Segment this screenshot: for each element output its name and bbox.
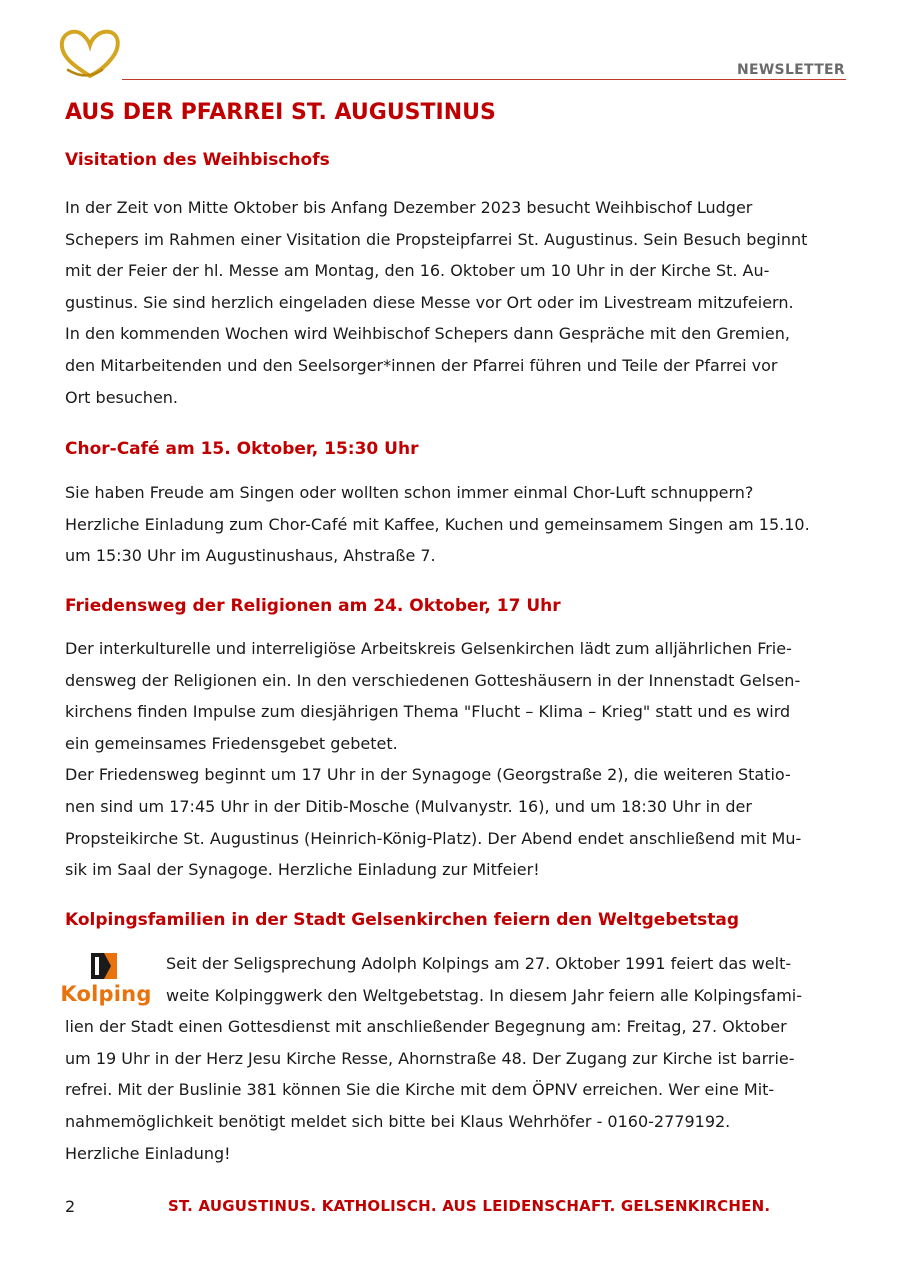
text-line: In der Zeit von Mitte Oktober bis Anfang Dezember 2023 besucht Weihbischof Ludger bbox=[65, 198, 753, 217]
footer-slogan: ST. AUGUSTINUS. KATHOLISCH. AUS LEIDENSCHAFT. GELSENKIRCHEN. bbox=[168, 1197, 771, 1215]
text-line: Sie haben Freude am Singen oder wollten schon immer einmal Chor-Luft schnuppern? bbox=[65, 483, 754, 502]
text-line: ein gemeinsames Friedensgebet gebetet. bbox=[65, 733, 398, 753]
text-line: Herzliche Einladung zum Chor-Café mit Kaffee, Kuchen und gemeinsamem Singen am 15.10. bbox=[65, 514, 810, 534]
section-body-chor-cafe bbox=[65, 477, 855, 572]
header-rule bbox=[122, 79, 846, 80]
text-line: Der Friedensweg beginnt um 17 Uhr in der Synagoge (Georgstraße 2), die weiteren Statio- bbox=[65, 765, 791, 785]
text-line: Herzliche Einladung! bbox=[65, 1143, 231, 1163]
text-line: kirchens finden Impulse zum diesjährigen Thema "Flucht – Klima – Krieg" statt und es wird bbox=[65, 702, 791, 722]
page-number: 2 bbox=[65, 1197, 76, 1216]
section-body-kolping bbox=[65, 948, 855, 1169]
newsletter-label: NEWSLETTER bbox=[736, 62, 845, 78]
section-heading-visitation: Visitation des Weihbischofs bbox=[65, 150, 330, 170]
text-line: Schepers im Rahmen einer Visitation die Propsteipfarrei St. Augustinus. Sein Besuch beginnt bbox=[65, 229, 808, 249]
text-line: lien der Stadt einen Gottesdienst mit anschließender Begegnung am: Freitag, 27. Oktober bbox=[65, 1017, 787, 1037]
text-line: den Mitarbeitenden und den Seelsorger*innen der Pfarrei führen und Teile der Pfarrei vor bbox=[65, 355, 778, 375]
text-line: Ort besuchen. bbox=[65, 387, 179, 407]
text-line: gustinus. Sie sind herzlich eingeladen diese Messe vor Ort oder im Livestream mitzufeiern. bbox=[65, 292, 794, 312]
section-heading-friedensweg: Friedensweg der Religionen am 24. Oktober, 17 Uhr bbox=[65, 596, 561, 616]
text-line: refrei. Mit der Buslinie 381 können Sie die Kirche mit dem ÖPNV erreichen. Wer eine Mit- bbox=[65, 1080, 775, 1100]
text-line: densweg der Religionen ein. In den verschiedenen Gotteshäusern in der Innenstadt Gelsen- bbox=[65, 670, 801, 690]
section-body-visitation bbox=[65, 192, 855, 413]
text-line: mit der Feier der hl. Messe am Montag, den 16. Oktober um 10 Uhr in der Kirche St. Au- bbox=[65, 261, 770, 281]
section-body-friedensweg bbox=[65, 633, 855, 886]
text-line: sik im Saal der Synagoge. Herzliche Einladung zur Mitfeier! bbox=[65, 860, 540, 880]
text-line: Seit der Seligsprechung Adolph Kolpings am 27. Oktober 1991 feiert das welt- bbox=[166, 954, 792, 973]
heart-logo-icon bbox=[56, 26, 124, 82]
text-line: In den kommenden Wochen wird Weihbischof Schepers dann Gespräche mit den Gremien, bbox=[65, 324, 790, 344]
kolping-wordmark: Kolping bbox=[60, 982, 152, 1006]
text-line: Propsteikirche St. Augustinus (Heinrich-König-Platz). Der Abend endet anschließend mit Mu- bbox=[65, 828, 802, 848]
text-line: Der interkulturelle und interreligiöse Arbeitskreis Gelsenkirchen lädt zum alljährlichen Frie- bbox=[65, 639, 792, 658]
section-heading-chor-cafe: Chor-Café am 15. Oktober, 15:30 Uhr bbox=[65, 439, 419, 459]
text-line: nen sind um 17:45 Uhr in der Ditib-Mosche (Mulvanystr. 16), und um 18:30 Uhr in der bbox=[65, 796, 752, 816]
text-line: um 19 Uhr in der Herz Jesu Kirche Resse, Ahornstraße 48. Der Zugang zur Kirche ist barrie- bbox=[65, 1048, 795, 1068]
section-heading-kolping: Kolpingsfamilien in der Stadt Gelsenkirchen feiern den Weltgebetstag bbox=[65, 910, 740, 930]
text-line: um 15:30 Uhr im Augustinushaus, Ahstraße 7. bbox=[65, 546, 436, 566]
text-line: nahmemöglichkeit benötigt meldet sich bitte bei Klaus Wehrhöfer - 0160-2779192. bbox=[65, 1111, 731, 1131]
text-line: weite Kolpinggwerk den Weltgebetstag. In diesem Jahr feiern alle Kolpingsfami- bbox=[166, 985, 802, 1005]
page-title: AUS DER PFARREI ST. AUGUSTINUS bbox=[65, 100, 496, 125]
